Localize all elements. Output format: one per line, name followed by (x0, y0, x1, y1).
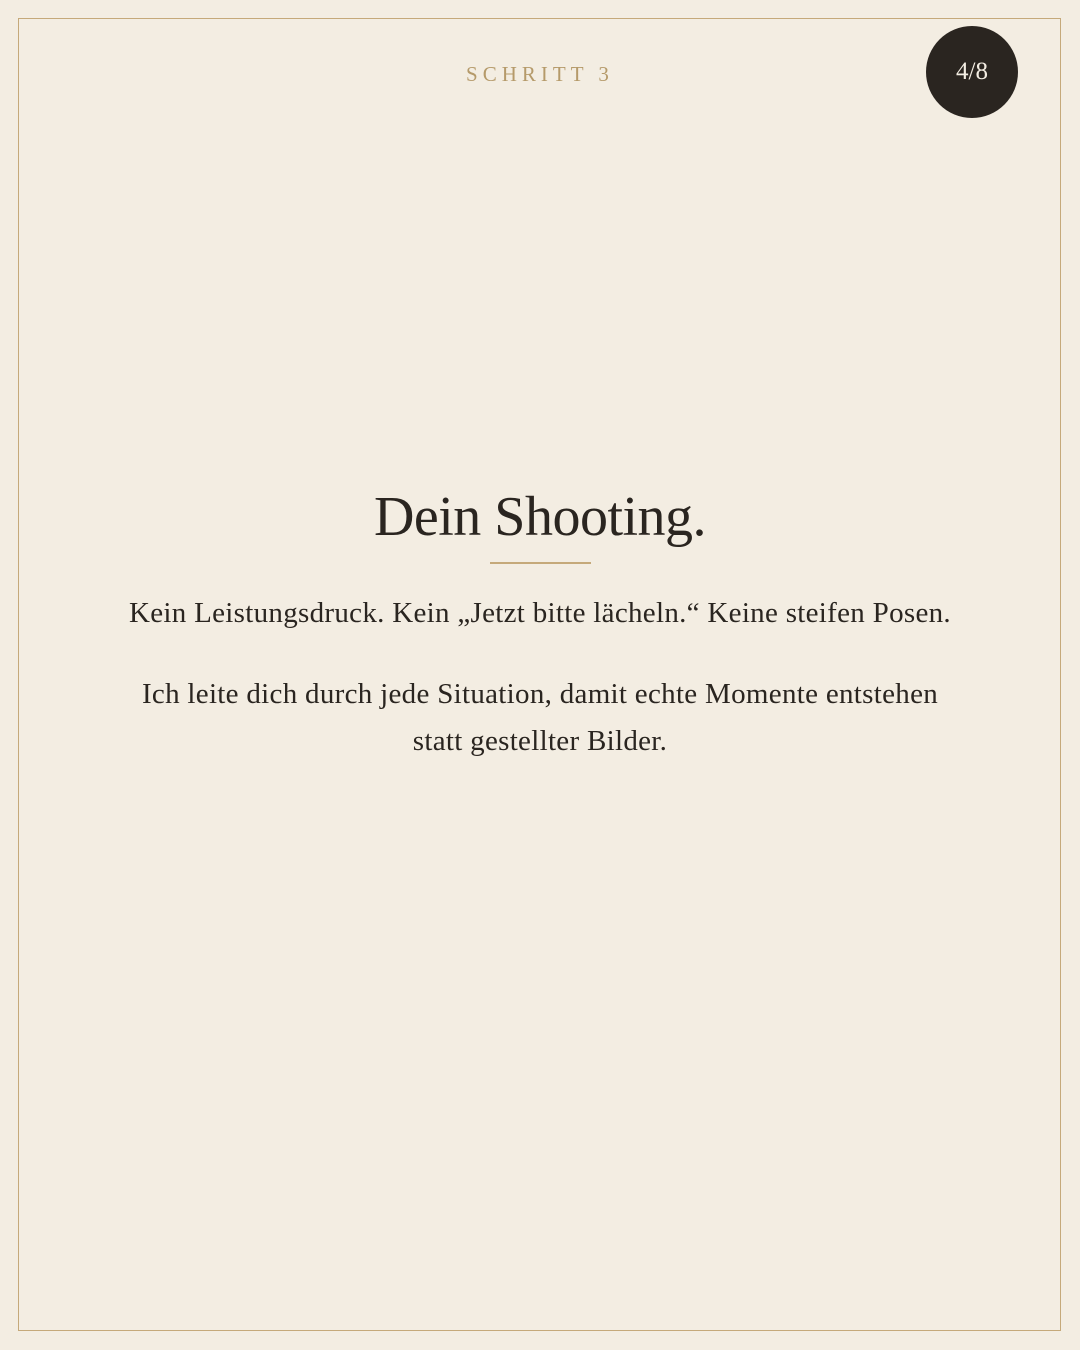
body-paragraph-1: Kein Leistungsdruck. Kein „Jetzt bitte lächeln.“ Keine steifen Posen. (129, 597, 951, 629)
title-divider (490, 562, 591, 564)
step-label: SCHRITT 3 (466, 62, 614, 86)
page-indicator-badge (926, 26, 1018, 118)
body-paragraph-2: Ich leite dich durch jede Situation, damit echte Momente entstehen statt gestellter Bilder. (141, 678, 939, 757)
page-title: Dein Shooting. (373, 486, 707, 548)
page-indicator-text: 4/8 (956, 58, 988, 85)
